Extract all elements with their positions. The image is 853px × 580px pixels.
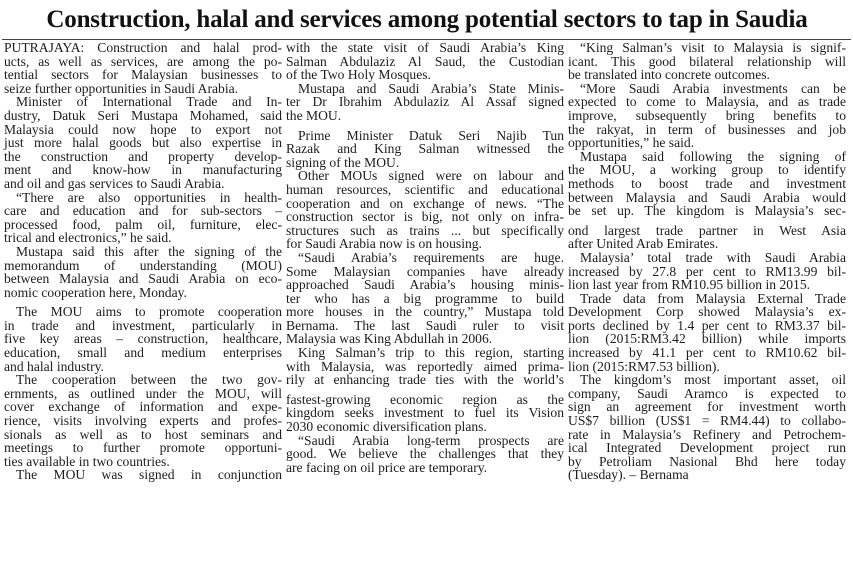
article-text-line: rily at enhancing trade ties with the world’s [286,372,564,388]
article-column-3 [568,41,846,482]
article-text-line: ter who has a big programme to build [286,290,564,306]
article-text-line: good. We believe the challenges that they [286,446,564,462]
article-text-line: of the Two Holy Mosques. [286,67,431,83]
article-text-line: just more halal goods but also expertise in [4,135,282,151]
article-text-line: Other MOUs signed were on labour and [298,168,564,184]
article-text-line: rience, visits involving experts and profes- [4,413,282,429]
article-text-line: education, small and medium enterprises [4,345,282,361]
article-text-line: rate in Malaysia’s Refinery and Petrochem- [568,426,846,442]
article-text-line: cover exchange of information and expe- [4,399,282,415]
article-text-line: Malaysia could now hope to export not [4,121,282,137]
article-text-line: construction sector is big, not only on infra- [286,209,564,225]
article-text-line: ucts, as well as services, are among the po- [4,53,282,69]
article-text-line: and halal industry. [4,358,104,374]
article-text-line: meetings to further promote opportuni- [4,440,282,456]
article-text-line: be translated into concrete outcomes. [568,67,770,83]
article-text-line: five key areas – construction, healthcare, [4,331,282,347]
article-text-line: ond largest trade partner in West Asia [568,222,846,238]
article-text-line: structures such as trains ... but specifically [286,222,564,238]
article-text-line: for Saudi Arabia now is on housing. [286,236,482,252]
article-text-line: sign an agreement for investment worth [568,399,846,415]
article-text-line: Mustapa said following the signing of [580,148,846,164]
article-text-line: lion (2015:RM3.42 billion) while imports [568,331,846,347]
article-text-line: King Salman’s trip to this region, starting [298,345,564,361]
article-text-line: tential sectors for Malaysian businesses to [4,67,282,83]
article-text-line: “Saudi Arabia long-term prospects are [298,432,564,448]
article-text-line: the MOU, a working group to identify [568,162,846,178]
article-text-line: Razak and King Salman witnessed the [286,141,564,157]
article-text-line: the construction and property develop- [4,148,282,164]
article-text-line: Malaysia’ total trade with Saudi Arabia [580,249,846,265]
article-text-line: are facing on oil price are temporary. [286,459,488,475]
article-text-line: 2030 economic diversification plans. [286,419,487,435]
article-text-line: expected to come to Malaysia, and as trade [568,94,846,110]
article-text-line: improve, subsequently bring benefits to [568,107,846,123]
article-text-line: US$7 billion (US$1 = RM4.44) to collabo- [568,413,846,429]
article-text-line: the rakyat, in term of businesses and job [568,121,846,137]
article-text-line: (Tuesday). – Bernama [568,467,689,483]
article-text-line: by Petroliam Nasional Bhd here today [568,453,846,469]
article-text-line: “More Saudi Arabia investments can be [580,80,846,96]
article-text-line: The MOU aims to promote cooperation [16,304,282,320]
article-text-line: seize further opportunities in Saudi Arabia. [4,80,239,96]
article-text-line: methods to boost trade and investment [568,175,846,191]
article-text-line: after United Arab Emirates. [568,236,719,252]
article-text-line: approached Saudi Arabia’s housing minis- [286,277,564,293]
article-text-line: Some Malaysian companies have already [286,263,564,279]
article-text-line: The MOU was signed in conjunction [16,467,282,483]
article-text-line: The kingdom’s most important asset, oil [580,372,846,388]
article-text-line: ties available in two countries. [4,453,170,469]
article-text-line: PUTRAJAYA: Construction and halal prod- [4,40,282,55]
article-text-line: company, Saudi Aramco is expected to [568,385,846,401]
article-text-line: “Saudi Arabia’s requirements are huge. [298,249,564,265]
article-text-line: Trade data from Malaysia External Trade [580,290,846,306]
article-text-line: Mustapa said this after the signing of the [16,243,282,259]
article-text-line: Bernama. The last Saudi ruler to visit [286,317,564,333]
article-text-line: lion (2015:RM7.53 billion). [568,358,720,374]
article-text-line: “There are also opportunities in health- [16,189,282,205]
article-text-line: increased by 41.1 per cent to RM10.62 bil- [568,345,846,361]
article-text-line: be set up. The kingdom is Malaysia’s sec- [568,203,846,219]
article-text-line: Mustapa and Saudi Arabia’s State Minis- [298,80,564,96]
article-column-1 [4,41,282,482]
article-text-line: Development Corp showed Malaysia’s ex- [568,304,846,320]
article-text-line: sionals as well as to host seminars and [4,426,282,442]
article-text-line: nomic cooperation here, Monday. [4,284,187,300]
article-headline: Construction, halal and services among potential sectors to tap in Saudia [46,6,808,33]
article-text-line: kingdom seeks investment to fuel its Vision [286,405,564,421]
article-text-line: more houses in the country,” Mustapa told [286,304,564,320]
article-text-line: cooperation and on exchange of news. “The [286,195,564,211]
article-text-line: ical Integrated Development project run [568,440,846,456]
article-text-line: “King Salman’s visit to Malaysia is signif- [580,40,846,55]
article-text-line: between Malaysia and Saudi Arabia would [568,189,846,205]
article-text-line: ernments, as outlined under the MOU, will [4,385,282,401]
article-text-line: in trade and investment, particularly in [4,317,282,333]
article-text-line: care and education and for sub-sectors – [4,203,282,219]
article-text-line: between Malaysia and Saudi Arabia on eco- [4,271,282,287]
article-text-line: with the state visit of Saudi Arabia’s King [286,40,564,55]
article-text-line: lion last year from RM10.95 billion in 2015. [568,277,811,293]
article-text-line: dustry, Datuk Seri Mustapa Mohamed, said [4,107,282,123]
article-text-line: memorandum of understanding (MOU) [4,257,282,273]
article-text-line: Malaysia was King Abdullah in 2006. [286,331,493,347]
article-text-line: the MOU. [286,107,342,123]
article-text-line: The cooperation between the two gov- [16,372,282,388]
article-text-line: processed food, palm oil, furniture, elec- [4,216,282,232]
article-text-line: human resources, scientific and educational [286,181,564,197]
article-text-line: ment and know-how in manufacturing [4,162,282,178]
article-text-line: opportunities,” he said. [568,135,695,151]
article-text-line: trical and electronics,” he said. [4,230,172,246]
article-column-2 [286,41,564,474]
article-text-line: increased by 27.8 per cent to RM13.99 bil- [568,263,846,279]
article-text-line: signing of the MOU. [286,154,400,170]
article-text-line: ports declined by 1.4 per cent to RM3.37 bil- [568,317,846,333]
article-text-line: Prime Minister Datuk Seri Najib Tun [298,127,564,143]
article-text-line: and oil and gas services to Saudi Arabia. [4,175,225,191]
article-text-line: icant. This good bilateral relationship will [568,53,846,69]
article-text-line: Minister of International Trade and In- [16,94,282,110]
article-text-line: ter Dr Ibrahim Abdulaziz Al Assaf signed [286,94,564,110]
article-text-line: Salman Abdulaziz Al Saud, the Custodian [286,53,564,69]
article-text-line: with Malaysia, was reportedly aimed prima- [286,358,564,374]
article-text-line: fastest-growing economic region as the [286,391,564,407]
